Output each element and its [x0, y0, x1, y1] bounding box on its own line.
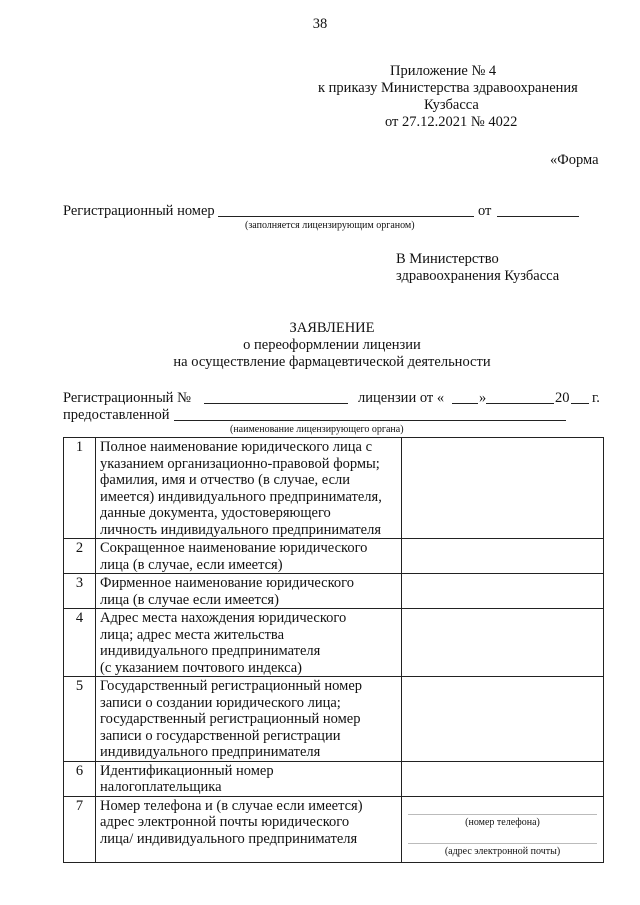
row-number: 5 — [64, 677, 96, 762]
row-description-line: адрес электронной почты юридического — [100, 814, 350, 830]
row-number: 7 — [64, 796, 96, 862]
license-month-field[interactable] — [486, 403, 554, 404]
row-description-line: индивидуального предпринимателя — [100, 744, 321, 760]
license-reg-label: Регистрационный № — [63, 390, 191, 406]
heading-line-2: о переоформлении лицензии — [243, 337, 421, 353]
provided-hint: (наименование лицензирующего органа) — [230, 424, 404, 435]
row-description-line: данные документа, удостоверяющего — [100, 505, 331, 521]
row-description-line: личность индивидуального предпринимателя — [100, 521, 381, 538]
registration-hint: (заполняется лицензирующим органом) — [245, 220, 415, 231]
form-mark: «Форма — [550, 152, 599, 168]
row-description-line: Сокращенное наименование юридического — [100, 540, 368, 556]
table-row — [64, 609, 604, 677]
row-description-line: имеется) индивидуального предпринимателя, — [100, 488, 382, 505]
addressee-line-1: В Министерство — [396, 251, 499, 267]
table-row — [64, 796, 604, 862]
table-row — [64, 539, 604, 574]
row-number: 4 — [64, 609, 96, 677]
license-year-field[interactable] — [571, 403, 589, 404]
row-description — [96, 539, 402, 574]
row-description-line: лица; адрес места жительства — [100, 626, 285, 643]
row-description-line: Фирменное наименование юридического — [100, 575, 355, 591]
row-description-line: индивидуального предпринимателя — [100, 643, 321, 659]
row-description-line: Адрес места нахождения юридического — [100, 610, 347, 626]
row-number: 1 — [64, 438, 96, 539]
row-number: 3 — [64, 574, 96, 609]
page-number: 38 — [312, 16, 328, 32]
registration-date-field[interactable] — [497, 216, 579, 217]
row-value-cell[interactable] — [402, 539, 604, 574]
license-year-suffix: г. — [592, 390, 600, 406]
provided-authority-field[interactable] — [174, 420, 566, 421]
row-description-line: Полное наименование юридического лица с — [100, 439, 373, 455]
row-number: 2 — [64, 539, 96, 574]
row-description — [96, 438, 402, 539]
phone-field[interactable] — [408, 814, 597, 815]
email-field[interactable] — [408, 843, 597, 844]
row-description — [96, 761, 402, 796]
row-value-cell[interactable] — [402, 609, 604, 677]
row-description-line: Государственный регистрационный номер — [100, 678, 363, 694]
table-row — [64, 438, 604, 539]
license-quote-close: » — [479, 390, 487, 406]
row-number: 6 — [64, 761, 96, 796]
application-table — [63, 437, 604, 863]
row-description-line: Номер телефона и (в случае если имеется) — [100, 797, 363, 814]
license-reg-number-field[interactable] — [204, 403, 348, 404]
row-value-cell[interactable] — [402, 761, 604, 796]
registration-label: Регистрационный номер — [63, 203, 215, 219]
row-description-line: лица (в случае если имеется) — [100, 591, 279, 608]
phone-hint: (номер телефона) — [465, 816, 540, 828]
provided-label: предоставленной — [63, 407, 170, 423]
table-row — [64, 677, 604, 762]
row-description-line: (с указанием почтового индекса) — [100, 659, 302, 676]
row-description — [96, 574, 402, 609]
row-description-line: Идентификационный номер — [100, 762, 274, 779]
addressee-line-2: здравоохранения Кузбасса — [396, 268, 560, 284]
row-description-line: налогоплательщика — [100, 779, 222, 795]
license-from-label: лицензии от « — [358, 390, 445, 406]
row-description-line: записи о создании юридического лица; — [100, 694, 341, 711]
heading-title: ЗАЯВЛЕНИЕ — [289, 320, 375, 336]
row-value-cell[interactable] — [402, 574, 604, 609]
license-day-field[interactable] — [452, 403, 478, 404]
row-description — [96, 609, 402, 677]
row-description-line: указанием организационно-правовой формы; — [100, 455, 380, 472]
license-year-prefix: 20 — [555, 390, 570, 406]
row-description — [96, 677, 402, 762]
row-value-cell[interactable] — [402, 677, 604, 762]
table-row — [64, 574, 604, 609]
appendix-line-4: от 27.12.2021 № 4022 — [385, 114, 518, 130]
appendix-line-1: Приложение № 4 — [390, 63, 497, 79]
row-value-cell[interactable] — [402, 438, 604, 539]
heading-line-3: на осуществление фармацевтической деятельности — [173, 354, 491, 370]
registration-number-field[interactable] — [218, 216, 474, 217]
row-description-line: фамилия, имя и отчество (в случае, если — [100, 472, 351, 488]
row-description-line: записи о государственной регистрации — [100, 727, 341, 744]
row-description-line: лица/ индивидуального предпринимателя — [100, 830, 358, 847]
row-value-cell[interactable] — [402, 796, 604, 862]
appendix-line-3: Кузбасса — [424, 97, 479, 113]
row-description-line: лица (в случае, если имеется) — [100, 556, 283, 573]
table-row — [64, 761, 604, 796]
row-description-line: государственный регистрационный номер — [100, 711, 361, 727]
email-hint: (адрес электронной почты) — [444, 845, 561, 857]
appendix-line-2: к приказу Министерства здравоохранения — [318, 80, 578, 96]
row-description — [96, 796, 402, 862]
registration-from-label: от — [478, 203, 492, 219]
